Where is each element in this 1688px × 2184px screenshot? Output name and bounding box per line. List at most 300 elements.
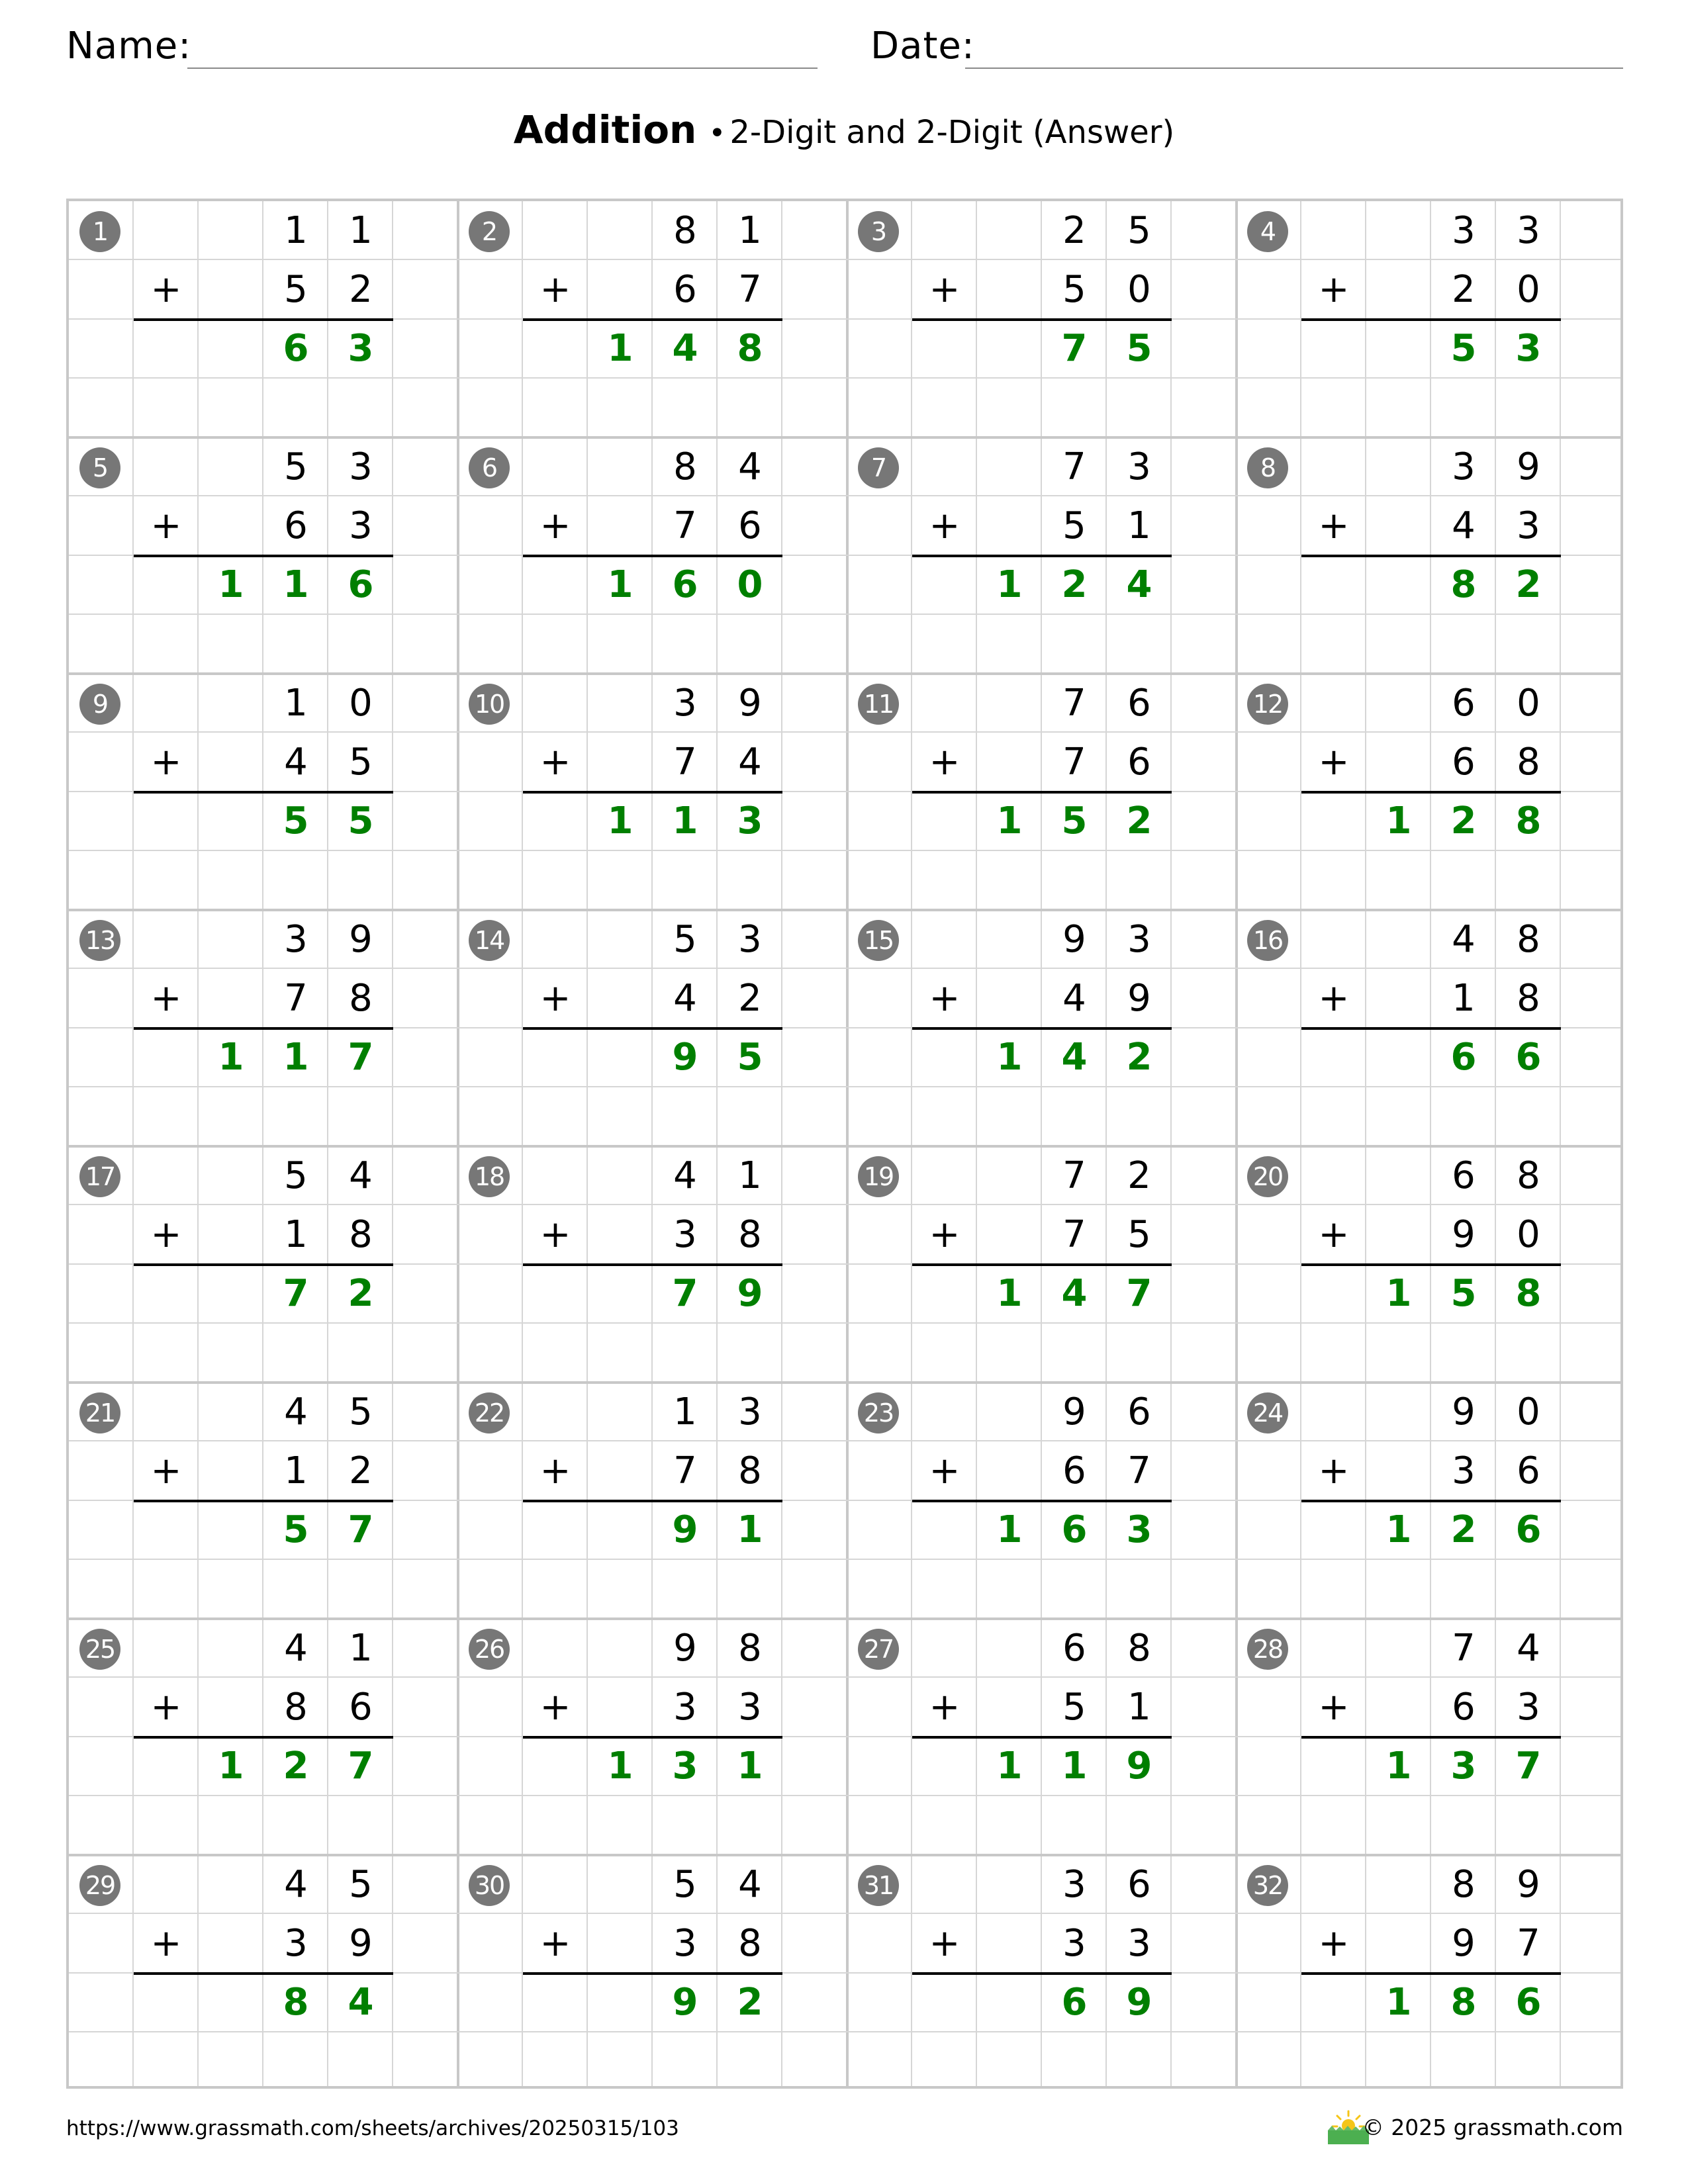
answer-digit: 5	[1450, 327, 1477, 370]
addend-bottom-digit: 6	[738, 504, 762, 547]
problem-28	[1237, 1619, 1626, 1855]
addend-top-digit: 8	[673, 209, 697, 252]
sum-line	[523, 1500, 782, 1502]
addend-bottom-digit: 1	[1452, 977, 1476, 1020]
problem-8	[1237, 437, 1626, 674]
answer-digit: 8	[1515, 1272, 1542, 1315]
plus-sign: +	[1318, 1449, 1350, 1492]
addend-bottom-digit: 3	[1452, 1449, 1476, 1492]
answer-digit: 1	[218, 563, 244, 606]
problem-31	[847, 1855, 1237, 2091]
addend-top-digit: 1	[738, 209, 762, 252]
answer-digit: 3	[1450, 1745, 1477, 1788]
problem-15	[847, 910, 1237, 1146]
problem-20	[1237, 1146, 1626, 1383]
addend-bottom-digit: 7	[1062, 741, 1086, 784]
addend-top-digit: 4	[738, 445, 762, 488]
sum-line	[134, 1263, 393, 1266]
answer-digit: 7	[1061, 327, 1088, 370]
addend-bottom-digit: 6	[1062, 1449, 1086, 1492]
problem-6	[458, 437, 847, 674]
addend-top-digit: 3	[673, 682, 697, 725]
addend-bottom-digit: 5	[1062, 1686, 1086, 1729]
answer-digit: 4	[1061, 1036, 1088, 1079]
answer-digit: 1	[996, 1508, 1023, 1551]
addend-bottom-digit: 2	[1452, 268, 1476, 311]
addend-top-digit: 9	[1517, 1863, 1540, 1906]
sum-line	[523, 1263, 782, 1266]
answer-digit: 1	[996, 563, 1023, 606]
plus-sign: +	[929, 1449, 961, 1492]
plus-sign: +	[929, 504, 961, 547]
addend-top-digit: 2	[1062, 209, 1086, 252]
addend-bottom-digit: 3	[738, 1686, 762, 1729]
sum-line	[134, 555, 393, 557]
addend-top-digit: 8	[738, 1627, 762, 1670]
addend-top-digit: 4	[284, 1627, 308, 1670]
addend-bottom-digit: 7	[738, 268, 762, 311]
addend-bottom-digit: 6	[1127, 741, 1151, 784]
problem-22	[458, 1383, 847, 1619]
answer-digit: 1	[996, 1272, 1023, 1315]
addend-top-digit: 0	[1517, 682, 1540, 725]
addend-bottom-digit: 6	[284, 504, 308, 547]
plus-sign: +	[929, 268, 961, 311]
sum-line	[1301, 318, 1561, 321]
problem-21	[69, 1383, 458, 1619]
answer-digit: 1	[607, 327, 633, 370]
addend-top-digit: 8	[1517, 918, 1540, 961]
name-line[interactable]	[187, 68, 818, 69]
problem-3	[847, 201, 1237, 437]
addend-top-digit: 3	[1127, 918, 1151, 961]
answer-digit: 4	[348, 1981, 374, 2024]
plus-sign: +	[539, 268, 571, 311]
addend-bottom-digit: 4	[673, 977, 697, 1020]
addend-bottom-digit: 3	[673, 1686, 697, 1729]
sum-line	[912, 318, 1172, 321]
answer-digit: 8	[1515, 799, 1542, 842]
addend-top-digit: 1	[349, 209, 373, 252]
addend-top-digit: 4	[349, 1154, 373, 1197]
problem-number-badge: 20	[1247, 1156, 1288, 1197]
addend-bottom-digit: 5	[349, 741, 373, 784]
answer-digit: 9	[1126, 1981, 1152, 2024]
problem-25	[69, 1619, 458, 1855]
addend-bottom-digit: 8	[349, 977, 373, 1020]
problem-number-badge: 23	[858, 1392, 899, 1433]
answer-digit: 1	[283, 1036, 309, 1079]
answer-digit: 1	[737, 1745, 763, 1788]
answer-digit: 1	[607, 563, 633, 606]
answer-digit: 2	[348, 1272, 374, 1315]
answer-digit: 6	[1515, 1036, 1542, 1079]
addend-top-digit: 3	[284, 918, 308, 961]
answer-digit: 1	[996, 1745, 1023, 1788]
addend-bottom-digit: 6	[673, 268, 697, 311]
plus-sign: +	[1318, 268, 1350, 311]
problem-29	[69, 1855, 458, 2091]
problem-2	[458, 201, 847, 437]
plus-sign: +	[539, 1686, 571, 1729]
sum-line	[134, 1027, 393, 1030]
problem-1	[69, 201, 458, 437]
addend-bottom-digit: 7	[284, 977, 308, 1020]
addend-bottom-digit: 3	[284, 1922, 308, 1965]
addend-bottom-digit: 8	[1517, 741, 1540, 784]
answer-digit: 3	[348, 327, 374, 370]
worksheet-title	[0, 106, 1688, 163]
plus-sign: +	[150, 1686, 182, 1729]
answer-digit: 5	[1061, 799, 1088, 842]
addend-top-digit: 1	[673, 1390, 697, 1433]
addend-top-digit: 3	[1452, 445, 1476, 488]
addend-bottom-digit: 9	[349, 1922, 373, 1965]
problem-5	[69, 437, 458, 674]
date-line[interactable]	[965, 68, 1623, 69]
sum-line	[523, 1972, 782, 1975]
problem-number-badge: 11	[858, 684, 899, 725]
sum-line	[912, 1736, 1172, 1739]
answer-digit: 3	[672, 1745, 698, 1788]
answer-digit: 2	[1061, 563, 1088, 606]
answer-digit: 2	[1126, 1036, 1152, 1079]
addend-bottom-digit: 3	[1517, 1686, 1540, 1729]
sum-line	[1301, 1027, 1561, 1030]
name-label: Name:	[66, 24, 192, 68]
sum-line	[134, 791, 393, 794]
answer-digit: 1	[218, 1745, 244, 1788]
problem-23	[847, 1383, 1237, 1619]
answer-digit: 1	[996, 799, 1023, 842]
answer-digit: 7	[348, 1745, 374, 1788]
problem-number-badge: 13	[79, 920, 120, 961]
sum-line	[523, 555, 782, 557]
answer-digit: 1	[1061, 1745, 1088, 1788]
answer-digit: 6	[1061, 1981, 1088, 2024]
problem-number-badge: 17	[79, 1156, 120, 1197]
addend-top-digit: 6	[1127, 1863, 1151, 1906]
sum-line	[1301, 1500, 1561, 1502]
answer-digit: 2	[1450, 1508, 1477, 1551]
problem-number-badge: 30	[469, 1865, 510, 1906]
answer-digit: 2	[1126, 799, 1152, 842]
sum-line	[523, 1736, 782, 1739]
problem-grid	[66, 199, 1623, 2089]
sum-line	[912, 555, 1172, 557]
addend-bottom-digit: 3	[673, 1213, 697, 1256]
addend-bottom-digit: 2	[349, 268, 373, 311]
addend-top-digit: 5	[673, 918, 697, 961]
sum-line	[1301, 1972, 1561, 1975]
plus-sign: +	[1318, 1686, 1350, 1729]
addend-top-digit: 8	[1127, 1627, 1151, 1670]
addend-top-digit: 9	[1452, 1390, 1476, 1433]
answer-digit: 3	[1126, 1508, 1152, 1551]
problem-10	[458, 674, 847, 910]
addend-bottom-digit: 8	[1517, 977, 1540, 1020]
sum-line	[912, 1263, 1172, 1266]
title-separator: •	[708, 116, 726, 150]
addend-top-digit: 9	[738, 682, 762, 725]
answer-digit: 8	[283, 1981, 309, 2024]
addend-top-digit: 6	[1127, 682, 1151, 725]
addend-top-digit: 9	[1062, 918, 1086, 961]
problem-17	[69, 1146, 458, 1383]
answer-digit: 9	[737, 1272, 763, 1315]
sum-line	[1301, 1263, 1561, 1266]
title-main: Addition	[513, 107, 697, 152]
addend-bottom-digit: 3	[1127, 1922, 1151, 1965]
addend-top-digit: 7	[1062, 1154, 1086, 1197]
addend-bottom-digit: 1	[1127, 504, 1151, 547]
addend-bottom-digit: 6	[349, 1686, 373, 1729]
plus-sign: +	[150, 1449, 182, 1492]
plus-sign: +	[1318, 504, 1350, 547]
addend-top-digit: 3	[1452, 209, 1476, 252]
answer-digit: 0	[737, 563, 763, 606]
addend-bottom-digit: 7	[1517, 1922, 1540, 1965]
addend-top-digit: 3	[1127, 445, 1151, 488]
addend-bottom-digit: 9	[1452, 1213, 1476, 1256]
addend-top-digit: 4	[284, 1390, 308, 1433]
addend-bottom-digit: 5	[284, 268, 308, 311]
addend-bottom-digit: 7	[1062, 1213, 1086, 1256]
answer-digit: 6	[283, 327, 309, 370]
addend-bottom-digit: 3	[349, 504, 373, 547]
sum-line	[1301, 791, 1561, 794]
answer-digit: 3	[737, 799, 763, 842]
answer-digit: 9	[672, 1036, 698, 1079]
answer-digit: 9	[672, 1981, 698, 2024]
addend-top-digit: 7	[1452, 1627, 1476, 1670]
addend-bottom-digit: 6	[1517, 1449, 1540, 1492]
problem-number-badge: 8	[1247, 447, 1288, 488]
sum-line	[1301, 1736, 1561, 1739]
addend-bottom-digit: 7	[1127, 1449, 1151, 1492]
addend-top-digit: 1	[284, 682, 308, 725]
answer-digit: 6	[1450, 1036, 1477, 1079]
problem-number-badge: 19	[858, 1156, 899, 1197]
plus-sign: +	[150, 977, 182, 1020]
problem-number-badge: 26	[469, 1629, 510, 1670]
answer-digit: 5	[348, 799, 374, 842]
title-subtitle: 2-Digit and 2-Digit (Answer)	[729, 114, 1175, 151]
sum-line	[134, 1500, 393, 1502]
addend-bottom-digit: 0	[1517, 1213, 1540, 1256]
addend-bottom-digit: 7	[673, 504, 697, 547]
addend-top-digit: 3	[349, 445, 373, 488]
plus-sign: +	[539, 977, 571, 1020]
plus-sign: +	[1318, 741, 1350, 784]
answer-digit: 3	[1515, 327, 1542, 370]
addend-top-digit: 1	[349, 1627, 373, 1670]
answer-digit: 9	[1126, 1745, 1152, 1788]
answer-digit: 4	[1126, 563, 1152, 606]
plus-sign: +	[539, 1213, 571, 1256]
problem-24	[1237, 1383, 1626, 1619]
addend-bottom-digit: 4	[1062, 977, 1086, 1020]
problem-32	[1237, 1855, 1626, 2091]
addend-top-digit: 3	[1517, 209, 1540, 252]
problem-number-badge: 16	[1247, 920, 1288, 961]
answer-digit: 7	[1126, 1272, 1152, 1315]
problem-4	[1237, 201, 1626, 437]
problem-13	[69, 910, 458, 1146]
addend-bottom-digit: 5	[1062, 268, 1086, 311]
problem-27	[847, 1619, 1237, 1855]
sum-line	[134, 1972, 393, 1975]
sum-line	[523, 318, 782, 321]
problem-9	[69, 674, 458, 910]
answer-digit: 7	[672, 1272, 698, 1315]
addend-bottom-digit: 3	[1062, 1922, 1086, 1965]
problem-number-badge: 24	[1247, 1392, 1288, 1433]
problem-number-badge: 18	[469, 1156, 510, 1197]
sum-line	[912, 1972, 1172, 1975]
sum-line	[912, 1500, 1172, 1502]
problem-14	[458, 910, 847, 1146]
addend-bottom-digit: 2	[738, 977, 762, 1020]
answer-digit: 2	[737, 1981, 763, 2024]
addend-top-digit: 5	[349, 1390, 373, 1433]
answer-digit: 1	[672, 799, 698, 842]
plus-sign: +	[1318, 1213, 1350, 1256]
problem-number-badge: 25	[79, 1629, 120, 1670]
plus-sign: +	[150, 1922, 182, 1965]
addend-bottom-digit: 7	[673, 1449, 697, 1492]
addend-top-digit: 6	[1452, 1154, 1476, 1197]
addend-top-digit: 0	[1517, 1390, 1540, 1433]
sum-line	[912, 791, 1172, 794]
sum-line	[912, 1027, 1172, 1030]
answer-digit: 1	[1385, 1981, 1412, 2024]
problem-16	[1237, 910, 1626, 1146]
addend-top-digit: 5	[673, 1863, 697, 1906]
problem-number-badge: 32	[1247, 1865, 1288, 1906]
problem-19	[847, 1146, 1237, 1383]
addend-top-digit: 9	[1062, 1390, 1086, 1433]
answer-digit: 1	[218, 1036, 244, 1079]
problem-number-badge: 5	[79, 447, 120, 488]
answer-digit: 6	[1515, 1508, 1542, 1551]
problem-12	[1237, 674, 1626, 910]
addend-bottom-digit: 8	[738, 1449, 762, 1492]
sum-line	[1301, 555, 1561, 557]
addend-bottom-digit: 3	[673, 1922, 697, 1965]
addend-top-digit: 8	[1452, 1863, 1476, 1906]
plus-sign: +	[539, 741, 571, 784]
problem-number-badge: 1	[79, 211, 120, 252]
addend-bottom-digit: 1	[284, 1449, 308, 1492]
plus-sign: +	[1318, 1922, 1350, 1965]
problem-30	[458, 1855, 847, 2091]
addend-bottom-digit: 5	[1127, 1213, 1151, 1256]
answer-digit: 1	[1385, 1272, 1412, 1315]
answer-digit: 2	[1450, 799, 1477, 842]
answer-digit: 4	[1061, 1272, 1088, 1315]
problem-number-badge: 14	[469, 920, 510, 961]
answer-digit: 4	[672, 327, 698, 370]
problem-number-badge: 29	[79, 1865, 120, 1906]
addend-top-digit: 0	[349, 682, 373, 725]
problem-number-badge: 4	[1247, 211, 1288, 252]
answer-digit: 1	[1385, 799, 1412, 842]
addend-top-digit: 4	[738, 1863, 762, 1906]
plus-sign: +	[150, 504, 182, 547]
footer-copyright: © 2025 grassmath.com	[1362, 2115, 1623, 2140]
answer-digit: 2	[283, 1745, 309, 1788]
addend-top-digit: 4	[1452, 918, 1476, 961]
addend-top-digit: 2	[1127, 1154, 1151, 1197]
sum-line	[134, 318, 393, 321]
sum-line	[134, 1736, 393, 1739]
problem-number-badge: 15	[858, 920, 899, 961]
problem-number-badge: 7	[858, 447, 899, 488]
addend-bottom-digit: 4	[1452, 504, 1476, 547]
problem-number-badge: 6	[469, 447, 510, 488]
addend-top-digit: 4	[1517, 1627, 1540, 1670]
problem-number-badge: 22	[469, 1392, 510, 1433]
addend-top-digit: 9	[673, 1627, 697, 1670]
problem-18	[458, 1146, 847, 1383]
addend-bottom-digit: 8	[284, 1686, 308, 1729]
addend-bottom-digit: 6	[1452, 741, 1476, 784]
answer-digit: 5	[283, 799, 309, 842]
addend-top-digit: 6	[1452, 682, 1476, 725]
addend-bottom-digit: 5	[1062, 504, 1086, 547]
answer-digit: 7	[1515, 1745, 1542, 1788]
addend-top-digit: 1	[284, 209, 308, 252]
addend-top-digit: 9	[349, 918, 373, 961]
answer-digit: 7	[348, 1508, 374, 1551]
addend-top-digit: 7	[1062, 445, 1086, 488]
answer-digit: 6	[672, 563, 698, 606]
answer-digit: 1	[737, 1508, 763, 1551]
problem-number-badge: 10	[469, 684, 510, 725]
addend-bottom-digit: 3	[1517, 504, 1540, 547]
addend-top-digit: 9	[1517, 445, 1540, 488]
answer-digit: 5	[283, 1508, 309, 1551]
answer-digit: 8	[1450, 1981, 1477, 2024]
problem-26	[458, 1619, 847, 1855]
answer-digit: 6	[1515, 1981, 1542, 2024]
problem-11	[847, 674, 1237, 910]
addend-top-digit: 7	[1062, 682, 1086, 725]
addend-bottom-digit: 0	[1517, 268, 1540, 311]
addend-bottom-digit: 7	[673, 741, 697, 784]
answer-digit: 7	[283, 1272, 309, 1315]
addend-top-digit: 8	[1517, 1154, 1540, 1197]
plus-sign: +	[929, 1922, 961, 1965]
sum-line	[523, 1027, 782, 1030]
plus-sign: +	[539, 1449, 571, 1492]
plus-sign: +	[929, 977, 961, 1020]
answer-digit: 7	[348, 1036, 374, 1079]
answer-digit: 5	[1450, 1272, 1477, 1315]
problem-number-badge: 21	[79, 1392, 120, 1433]
plus-sign: +	[929, 1686, 961, 1729]
addend-bottom-digit: 8	[738, 1213, 762, 1256]
plus-sign: +	[929, 1213, 961, 1256]
problem-number-badge: 3	[858, 211, 899, 252]
answer-digit: 9	[672, 1508, 698, 1551]
addend-top-digit: 5	[284, 445, 308, 488]
answer-digit: 1	[607, 1745, 633, 1788]
plus-sign: +	[150, 268, 182, 311]
addend-top-digit: 5	[1127, 209, 1151, 252]
addend-top-digit: 4	[673, 1154, 697, 1197]
